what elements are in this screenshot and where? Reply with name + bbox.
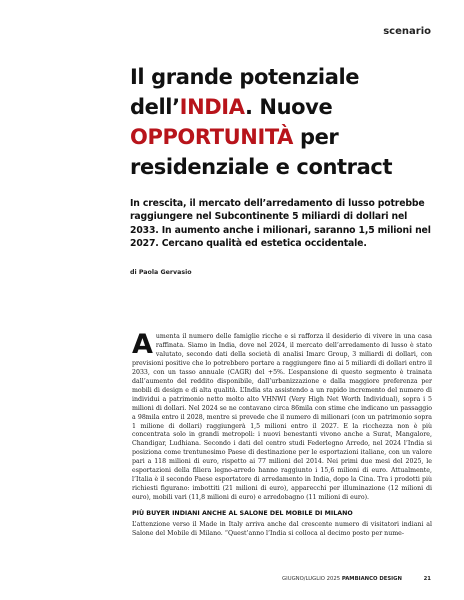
section-subhead: PIÙ BUYER INDIANI ANCHE AL SALONE DEL MOBILE DI MILANO: [132, 510, 353, 518]
section-tag: scenario: [383, 26, 431, 37]
footer-date: GIUGNO/LUGLIO 2025: [282, 576, 341, 582]
headline-highlight-india: INDIA: [179, 95, 245, 119]
headline-line-2c: . Nuove: [244, 95, 333, 119]
byline: di Paola Gervasio: [130, 269, 192, 276]
page-number: 21: [423, 576, 431, 582]
footer-magazine: PAMBIANCO DESIGN: [341, 576, 402, 582]
body-paragraph-1: umenta il numero delle famiglie ricche e si rafforza il desiderio di vivere in una casa raffinata. Siamo in India, dove nel 2024, il mercato dell’arredamento di lusso è stato valutato, secondo dati della società di analisi Imarc Group, 3 miliardi di dollari, con previsioni positive che lo potrebbero portare a raggiungere fino ai 5 miliardi di dollari entro il 2033, con un tasso annuale (CAGR) del +5%. L’espansione di questo segmento è trainata dall’aumento del reddito disponibile, dall’urbanizzazione e dalla maggiore preferenza per mobili di design e di alta qualità. L’India sta assistendo a un rapido incremento del numero di individui a patrimonio netto molto alto VHNWI (Very High Net Worth Individual), sopra i 5 milioni di dollari. Nel 2024 se ne contavano circa 86mila con stime che indicano un passaggio a 98mila entro il 2028, mentre si prevede che il numero di milionari (con un patrimonio sopra 1 milione di dollari) raggiungerà 1,5 milioni entro il 2027. E la ricchezza non è più concentrata solo in grandi metropoli: i nuovi benestanti vivono anche a Surat, Mangalore, Chandigar, Ludhiana. Secondo i dati del centro studi Federlegno Arredo, nel 2024 l’India si posiziona come trentunesimo Paese di destinazione per le esportazioni italiane, con un valore pari a 118 milioni di euro, rispetto ai 77 milioni del 2014. Nei primi due mesi del 2025, le esportazioni della filiera legno-arredo hanno raggiunto i 15,6 milioni di euro. Attualmente, l’Italia è il secondo Paese esportatore di arredamento in India, dopo la Cina. Tra i prodotti più richiesti figurano: imbottiti (21 milioni di euro), apparecchi per illuminazione (12 milioni di euro), mobili vari (11,8 milioni di euro) e arredobagno (11 milioni di euro).: [132, 333, 432, 502]
article-body: [132, 329, 432, 539]
headline-line-2a: dell’: [130, 95, 180, 119]
headline-line-1: Il grande potenziale: [130, 65, 360, 89]
drop-cap: A: [132, 329, 153, 360]
deck-summary: In crescita, il mercato dell’arredamento di lusso potrebbe raggiungere nel Subcontinente 5 miliardi di dollari nel 2033. In aumento anche i milionari, saranno 1,5 milioni nel 2027. Cercano qualità ed estetica occidentale.: [130, 198, 431, 249]
page-footer: [282, 576, 431, 582]
headline: [130, 62, 450, 182]
body-paragraph-2: L’attenzione verso il Made in Italy arriva anche dal crescente numero di visitatori indiani al Salone del Mobile di Milano. “Quest’anno l’India si colloca al decimo posto per nume-: [132, 521, 432, 538]
headline-line-3b: per: [293, 125, 339, 149]
headline-highlight-opportunita: OPPORTUNITÀ: [130, 125, 294, 149]
headline-line-4: residenziale e contract: [130, 155, 393, 179]
